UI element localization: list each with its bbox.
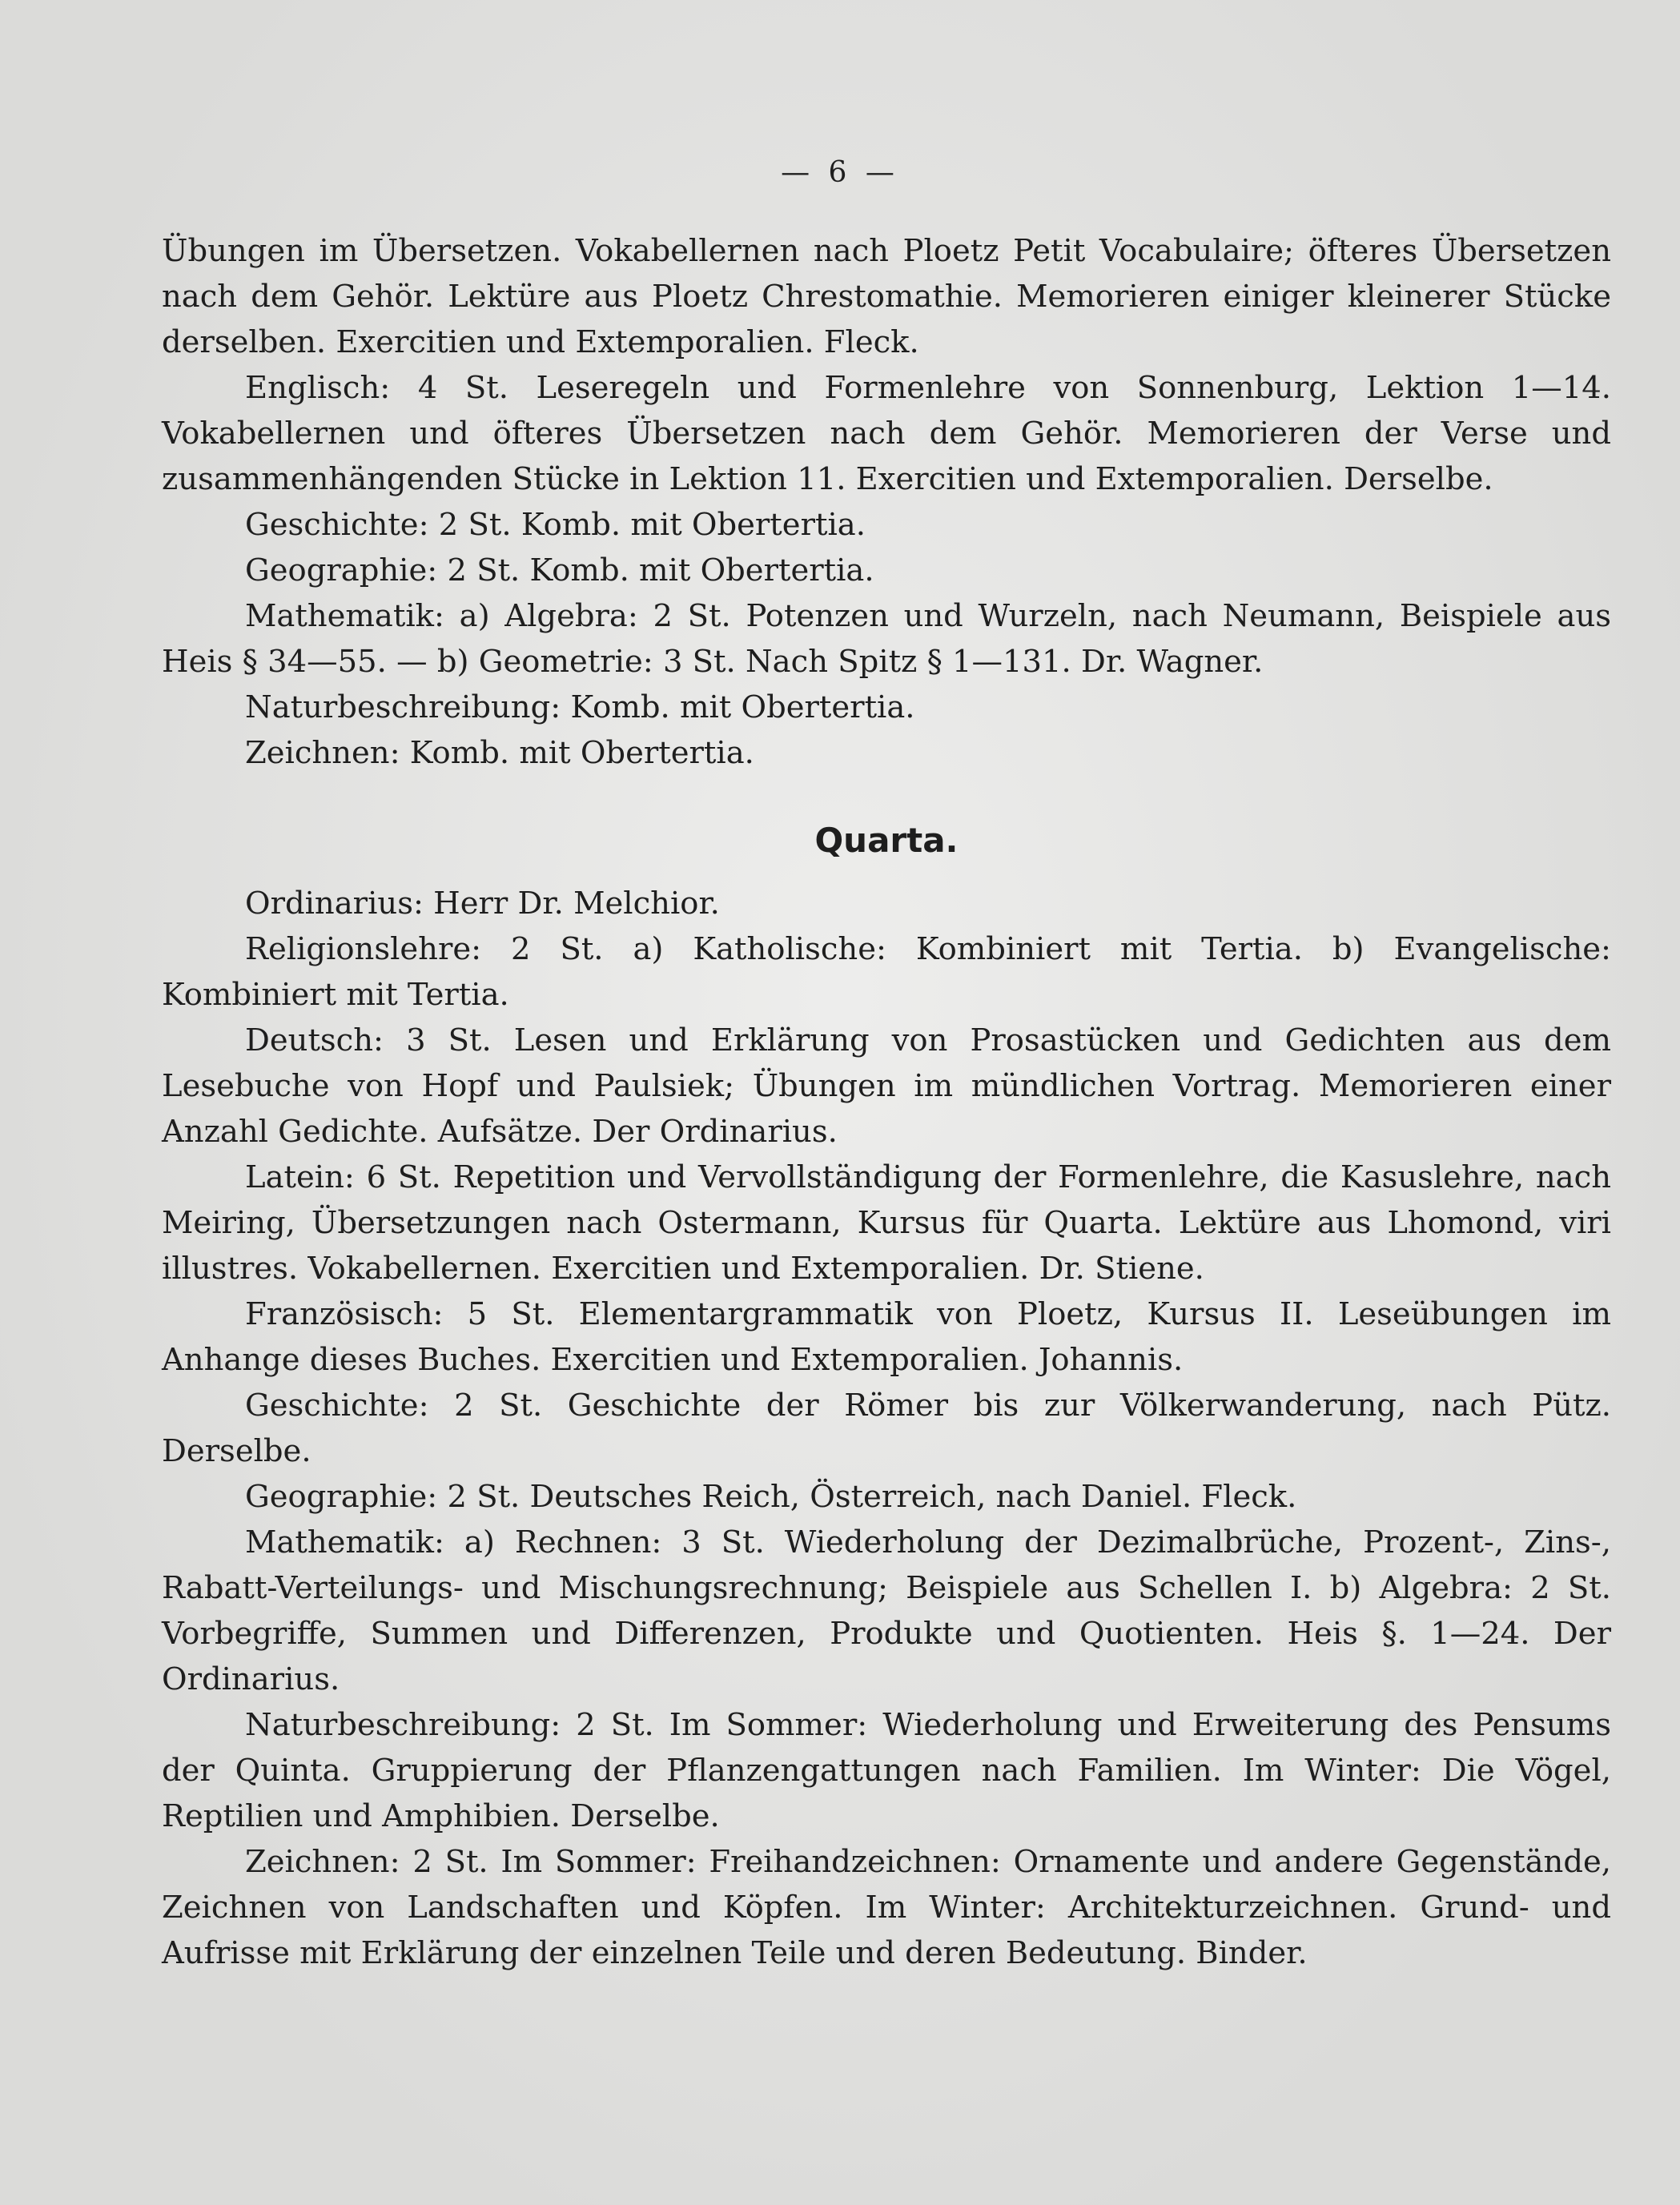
quarta-paragraph-religion: Religionslehre: 2 St. a) Katholische: Kombiniert mit Tertia. b) Evangelische: Kombiniert mit Tertia. [162, 931, 1611, 1013]
section-heading-quarta: Quarta. [814, 821, 959, 860]
page-content [162, 228, 1611, 1976]
ordinarius-line: Ordinarius: Herr Dr. Melchior. [245, 886, 720, 922]
quarta-paragraph-latin: Latein: 6 St. Repetition und Vervollständigung der Formenlehre, die Kasuslehre, nach Meiring, Übersetzungen nach Ostermann, Kursus für Quarta. Lektüre aus Lhomond, viri illustres. Vokabellernen. Exercitien und Extemporalien. Dr. Stiene. [162, 1159, 1611, 1287]
paragraph-french-continuation: Übungen im Übersetzen. Vokabellernen nach Ploetz Petit Vocabulaire; öfteres Übersetzen nach dem Gehör. Lektüre aus Ploetz Chrestomathie. Memorieren einiger kleinerer Stücke derselben. Exercitien und Extemporalien. Fleck. [162, 233, 1611, 360]
paragraph-drawing: Zeichnen: Komb. mit Obertertia. [245, 735, 754, 771]
quarta-paragraph-natural-history: Naturbeschreibung: 2 St. Im Sommer: Wiederholung und Erweiterung des Pensums der Quinta. Gruppierung der Pflanzengattungen nach Familien. Im Winter: Die Vögel, Reptilien und Amphibien. Derselbe. [162, 1707, 1611, 1834]
quarta-paragraph-drawing: Zeichnen: 2 St. Im Sommer: Freihandzeichnen: Ornamente und andere Gegenstände, Zeichnen von Landschaften und Köpfen. Im Winter: Architekturzeichnen. Grund- und Aufrisse mit Erklärung der einzelnen Teile und deren Bedeutung. Binder. [162, 1844, 1611, 1971]
paragraph-mathematics: Mathematik: a) Algebra: 2 St. Potenzen und Wurzeln, nach Neumann, Beispiele aus Heis § 34—55. — b) Geometrie: 3 St. Nach Spitz § 1—131. Dr. Wagner. [162, 598, 1611, 680]
paragraph-history: Geschichte: 2 St. Komb. mit Obertertia. [245, 507, 866, 543]
page-number: — 6 — [781, 156, 899, 189]
quarta-paragraph-german: Deutsch: 3 St. Lesen und Erklärung von Prosastücken und Gedichten aus dem Lesebuche von Hopf und Paulsiek; Übungen im mündlichen Vortrag. Memorieren einer Anzahl Gedichte. Aufsätze. Der Ordinarius. [162, 1022, 1611, 1150]
paragraph-english: Englisch: 4 St. Leseregeln und Formenlehre von Sonnenburg, Lektion 1—14. Vokabellernen und öfteres Übersetzen nach dem Gehör. Memorieren der Verse und zusammenhängenden Stücke in Lektion 11. Exercitien und Extemporalien. Derselbe. [162, 370, 1611, 497]
paragraph-geography: Geographie: 2 St. Komb. mit Obertertia. [245, 552, 874, 588]
quarta-paragraph-geography: Geographie: 2 St. Deutsches Reich, Österreich, nach Daniel. Fleck. [245, 1479, 1297, 1515]
quarta-paragraph-french: Französisch: 5 St. Elementargrammatik von Ploetz, Kursus II. Leseübungen im Anhange dieses Buches. Exercitien und Extemporalien. Johannis. [162, 1296, 1611, 1378]
quarta-paragraph-mathematics: Mathematik: a) Rechnen: 3 St. Wiederholung der Dezimalbrüche, Prozent-, Zins-, Rabatt-Verteilungs- und Mischungsrechnung; Beispiele aus Schellen I. b) Algebra: 2 St. Vorbegriffe, Summen und Differenzen, Produkte und Quotienten. Heis §. 1—24. Der Ordinarius. [162, 1524, 1611, 1697]
paragraph-natural-history: Naturbeschreibung: Komb. mit Obertertia. [245, 689, 915, 725]
quarta-paragraph-history: Geschichte: 2 St. Geschichte der Römer bis zur Völkerwanderung, nach Pütz. Derselbe. [162, 1388, 1611, 1469]
